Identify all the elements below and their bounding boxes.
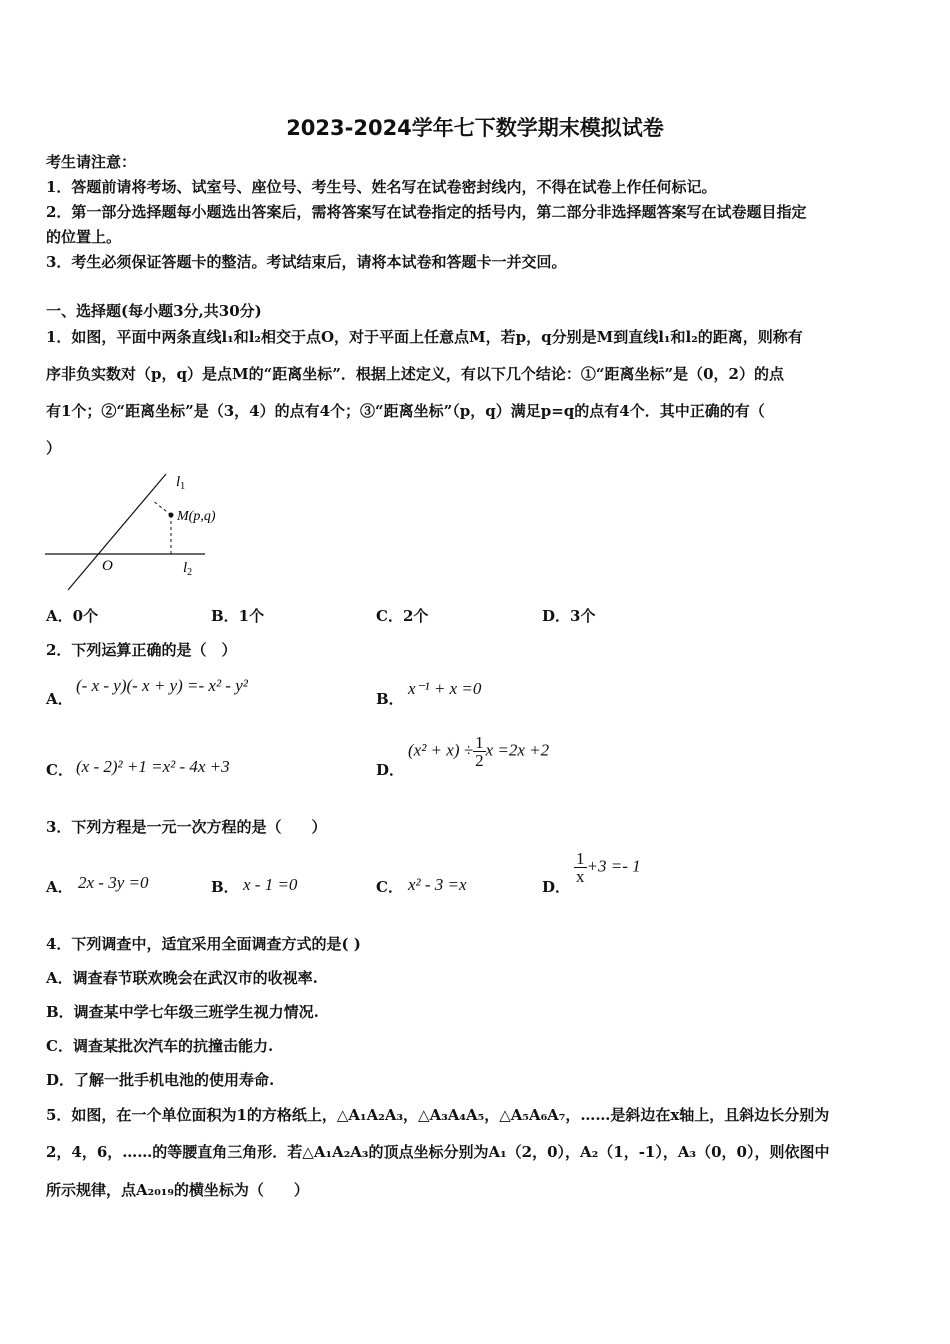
label-m: M(p,q) (177, 509, 216, 524)
notice-heading: 考生请注意： (46, 153, 137, 171)
q1-line-1: 1．如图，平面中两条直线l₁和l₂相交于点O，对于平面上任意点M，若p，q分别是M到直线l₁和l₂的距离，则称有 (46, 328, 803, 346)
q3-option-a: 2x - 3y =0 (78, 873, 149, 892)
q4-option-b: B．调查某中学七年级三班学生视力情况. (46, 1003, 319, 1021)
q3-label-c: C． (376, 878, 403, 896)
q2-d-denominator: 2 (475, 751, 484, 770)
q2-option-b: x⁻¹ + x =0 (408, 679, 482, 698)
q1-option-b: B．1个 (211, 607, 265, 625)
q2-option-d (408, 734, 549, 769)
q4-option-a: A．调查春节联欢晚会在武汉市的收视率. (46, 969, 318, 987)
q3-stem: 3．下列方程是一元一次方程的是（ ） (46, 818, 327, 836)
q3-option-d (574, 850, 641, 885)
q3-label-d: D． (542, 878, 571, 896)
q3-d-right: +3 =- 1 (586, 856, 641, 876)
q2-d-fraction (473, 734, 486, 769)
q3-d-denominator: x (576, 867, 585, 886)
notice-item-1: 1．答题前请将考场、试室号、座位号、考生号、姓名写在试卷密封线内，不得在试卷上作任何标记。 (46, 178, 717, 196)
q2-option-c: (x - 2)² +1 =x² - 4x +3 (76, 757, 230, 776)
q2-d-numerator: 1 (475, 733, 484, 752)
q5-line-2: 2，4，6，……的等腰直角三角形．若△A₁A₂A₃的顶点坐标分别为A₁（2，0），A₂（1，-1），A₃（0，0），则依图中 (46, 1143, 830, 1161)
page-title: 2023-2024学年七下数学期末模拟试卷 (286, 116, 664, 140)
q2-label-a: A． (46, 690, 73, 708)
notice-item-2-cont: 的位置上。 (46, 228, 122, 246)
q3-d-fraction (574, 850, 587, 885)
q1-figure (40, 466, 240, 596)
label-o: O (102, 558, 113, 574)
q3-label-b: B． (211, 878, 239, 896)
perpendicular-to-l1 (152, 500, 171, 515)
q2-label-b: B． (376, 690, 404, 708)
point-m (169, 513, 174, 518)
q5-line-1: 5．如图，在一个单位面积为1的方格纸上，△A₁A₂A₃，△A₃A₄A₅，△A₅A₆A₇，……是斜边在x轴上，且斜边长分别为 (46, 1106, 830, 1124)
label-l1: $l_1$ (176, 474, 186, 492)
q2-d-left: (x² + x) ÷ (408, 740, 474, 760)
q4-stem: 4．下列调查中，适宜采用全面调查方式的是( ) (46, 935, 361, 953)
q2-label-d: D． (376, 761, 405, 779)
label-l2: $l_2$ (183, 560, 193, 578)
q3-label-a: A． (46, 878, 73, 896)
q3-d-numerator: 1 (576, 849, 585, 868)
notice-item-2: 2．第一部分选择题每小题选出答案后，需将答案写在试卷指定的括号内，第二部分非选择题答案写在试卷题目指定 (46, 203, 807, 221)
q4-option-c: C．调查某批次汽车的抗撞击能力. (46, 1037, 274, 1055)
q3-option-c: x² - 3 =x (408, 875, 467, 894)
q5-line-3: 所示规律，点A₂₀₁₉的横坐标为（ ） (46, 1181, 309, 1199)
line-l1 (68, 474, 166, 590)
q1-option-d: D．3个 (542, 607, 596, 625)
section-heading: 一、选择题(每小题3分,共30分) (46, 302, 262, 320)
q1-line-3: 有1个；②“距离坐标”是（3，4）的点有4个；③“距离坐标”（p，q）满足p=q的点有4个．其中正确的有（ (46, 402, 765, 420)
q1-line-2: 序非负实数对（p，q）是点M的“距离坐标”．根据上述定义，有以下几个结论：①“距离坐标”是（0，2）的点 (46, 365, 784, 383)
q2-d-right: x =2x +2 (485, 740, 550, 760)
q1-option-a: A．0个 (46, 607, 99, 625)
q2-stem: 2．下列运算正确的是（ ） (46, 641, 237, 659)
q1-option-c: C．2个 (376, 607, 429, 625)
q3-option-b: x - 1 =0 (243, 875, 298, 894)
notice-item-3: 3．考生必须保证答题卡的整洁。考试结束后，请将本试卷和答题卡一并交回。 (46, 253, 567, 271)
q4-option-d: D．了解一批手机电池的使用寿命. (46, 1071, 275, 1089)
q2-label-c: C． (46, 761, 73, 779)
q1-line-4: ） (46, 439, 62, 457)
q2-option-a: (- x - y)(- x + y) =- x² - y² (76, 676, 248, 695)
